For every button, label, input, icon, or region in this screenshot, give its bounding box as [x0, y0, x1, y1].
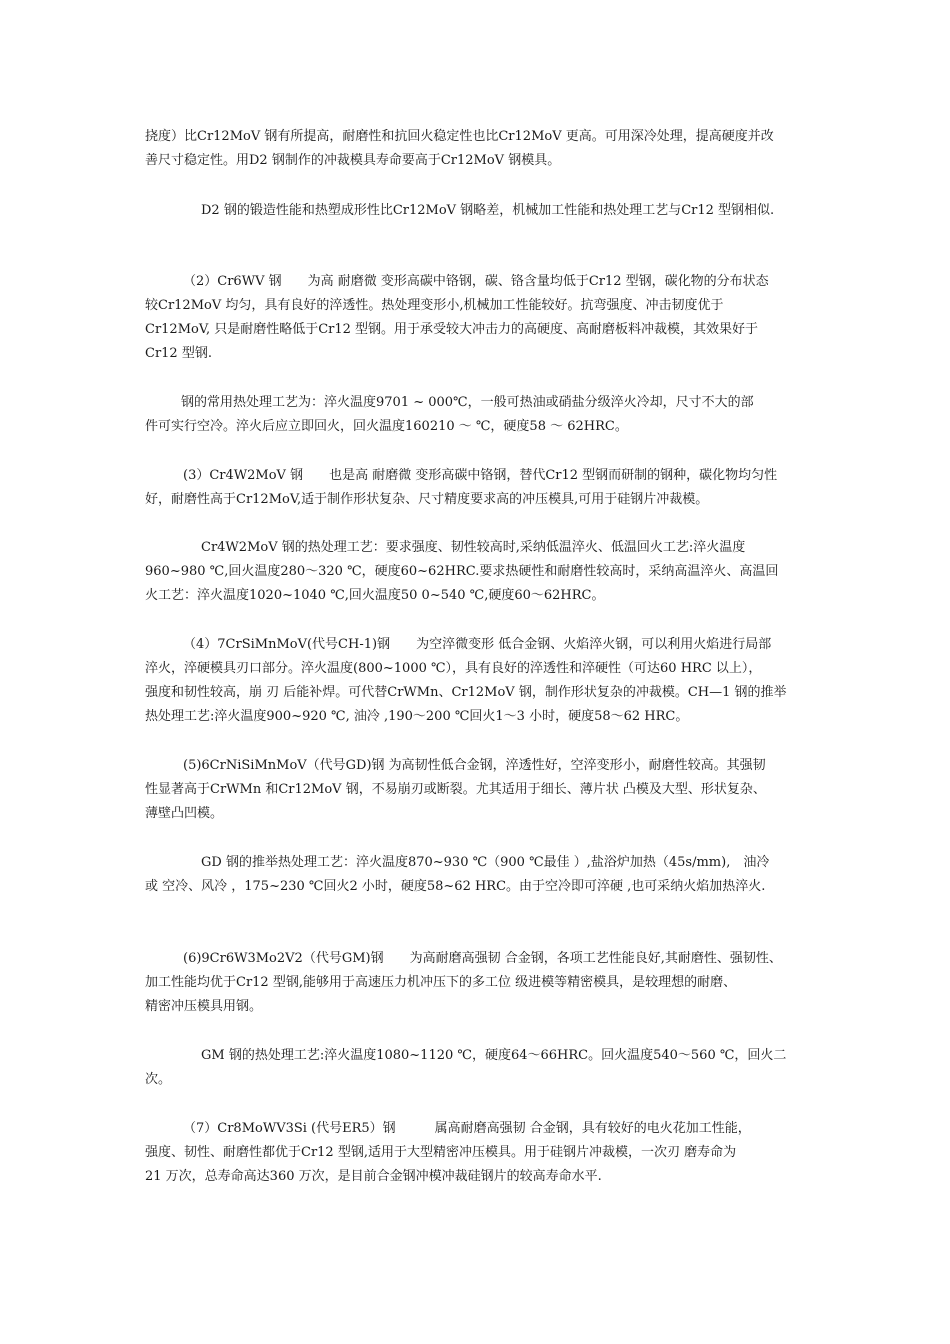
paragraph-cr4w2mov [145, 464, 815, 512]
text-line: 960~980 ℃,回火温度280～320 ℃，硬度60~62HRC.要求热硬性和耐磨性较高时，采纳高温淬火、高温回 [145, 564, 779, 579]
paragraph-cr6wv-heat-treatment [145, 391, 815, 439]
text-line: 或 空冷、风冷 ，175~230 ℃回火2 小时，硬度58~62 HRC。由于空冷即可淬硬 ,也可采纳火焰加热淬火. [145, 879, 766, 894]
text-line: GM 钢的热处理工艺:淬火温度1080~1120 ℃，硬度64～66HRC。回火温度540～560 ℃，回火二 [201, 1048, 787, 1063]
paragraph-gm-heat-treatment [145, 1044, 815, 1092]
text-line: 热处理工艺:淬火温度900~920 ℃, 油冷 ,190～200 ℃回火1～3 小时，硬度58～62 HRC。 [145, 709, 689, 724]
text-line: (3）Cr4W2MoV 钢 也是高 耐磨微 变形高碳中铬钢，替代Cr12 型钢而研制的钢种，碳化物均匀性 [183, 468, 778, 483]
paragraph-6crnisimnmov [145, 754, 815, 826]
text-line: 件可实行空冷。淬火后应立即回火，回火温度160210 ～ ℃，硬度58 ～ 62HRC。 [145, 419, 628, 434]
text-line: （7）Cr8MoWV3Si (代号ER5）钢 属高耐磨高强韧 合金钢，具有较好的电火花加工性能， [183, 1121, 751, 1136]
paragraph-9cr6w3mo2v2 [145, 947, 815, 1019]
text-line: （4）7CrSiMnMoV(代号CH-1)钢 为空淬微变形 低合金钢、火焰淬火钢，可以利用火焰进行局部 [183, 637, 772, 652]
text-line: Cr4W2MoV 钢的热处理工艺：要求强度、韧性较高时,采纳低温淬火、低温回火工艺:淬火温度 [201, 540, 746, 555]
text-line: 好，耐磨性高于Cr12MoV,适于制作形状复杂、尺寸精度要求高的冲压模具,可用于硅钢片冲裁模。 [145, 492, 709, 507]
text-line: 善尺寸稳定性。用D2 钢制作的冲裁模具寿命要高于Cr12MoV 钢模具。 [145, 153, 561, 168]
text-line: 较Cr12MoV 均匀，具有良好的淬透性。热处理变形小,机械加工性能较好。抗弯强度、冲击韧度优于 [145, 298, 724, 313]
paragraph-cr6wv [145, 270, 815, 366]
text-line: Cr12 型钢. [145, 346, 212, 361]
text-line: D2 钢的锻造性能和热塑成形性比Cr12MoV 钢略差，机械加工性能和热处理工艺与Cr12 型钢相似. [201, 203, 775, 218]
text-line: 强度、韧性、耐磨性都优于Cr12 型钢,适用于大型精密冲压模具。用于硅钢片冲裁模，一次刃 磨寿命为 [145, 1145, 737, 1160]
text-line: 钢的常用热处理工艺为：淬火温度9701 ~ 000℃，一般可热油或硝盐分级淬火冷却，尺寸不大的部 [181, 395, 754, 410]
text-line: 精密冲压模具用钢。 [145, 999, 263, 1014]
text-line: (5)6CrNiSiMnMoV（代号GD)钢 为高韧性低合金钢，淬透性好，空淬变形小，耐磨性较高。其强韧 [183, 758, 766, 773]
text-line: 强度和韧性较高，崩 刃 后能补焊。可代替CrWMn、Cr12MoV 钢，制作形状复杂的冲裁模。CH—1 钢的推举 [145, 685, 787, 700]
text-line: 淬火，淬硬模具刃口部分。淬火温度(800~1000 ℃），具有良好的淬透性和淬硬性（可达60 HRC 以上）， [145, 661, 762, 676]
text-line: 薄壁凸凹模。 [145, 806, 224, 821]
text-line: 性显著高于CrWMn 和Cr12MoV 钢，不易崩刃或断裂。尤其适用于细长、薄片状 凸模及大型、形状复杂、 [145, 782, 766, 797]
text-line: 21 万次，总寿命高达360 万次，是目前合金钢冲模冲裁硅钢片的较高寿命水平. [145, 1169, 602, 1184]
text-line: 加工性能均优于Cr12 型钢,能够用于高速压力机冲压下的多工位 级进模等精密模具，是较理想的耐磨、 [145, 975, 737, 990]
paragraph-gd-heat-treatment [145, 851, 815, 899]
text-line: GD 钢的推举热处理工艺：淬火温度870~930 ℃（900 ℃最佳 ）,盐浴炉加热（45s/mm), 油冷 [201, 855, 770, 870]
text-line: 火工艺：淬火温度1020~1040 ℃,回火温度50 0~540 ℃,硬度60～62HRC。 [145, 588, 605, 603]
paragraph-d2-forging [145, 199, 815, 223]
paragraph-7crsimnmov [145, 633, 815, 729]
paragraph-d2-properties [145, 125, 815, 173]
text-line: Cr12MoV, 只是耐磨性略低于Cr12 型钢。用于承受较大冲击力的高硬度、高耐磨板料冲裁模，其效果好于 [145, 322, 759, 337]
paragraph-cr4w2mov-heat-treatment [145, 536, 815, 608]
paragraph-cr8mowv3si [145, 1117, 815, 1189]
text-line: （2）Cr6WV 钢 为高 耐磨微 变形高碳中铬钢，碳、铬含量均低于Cr12 型钢，碳化物的分布状态 [183, 274, 769, 289]
text-line: 挠度）比Cr12MoV 钢有所提高，耐磨性和抗回火稳定性也比Cr12MoV 更高。可用深冷处理，提高硬度并改 [145, 129, 774, 144]
text-line: 次。 [145, 1072, 172, 1087]
text-line: (6)9Cr6W3Mo2V2（代号GM)钢 为高耐磨高强韧 合金钢，各项工艺性能良好,其耐磨性、强韧性、 [183, 951, 782, 966]
